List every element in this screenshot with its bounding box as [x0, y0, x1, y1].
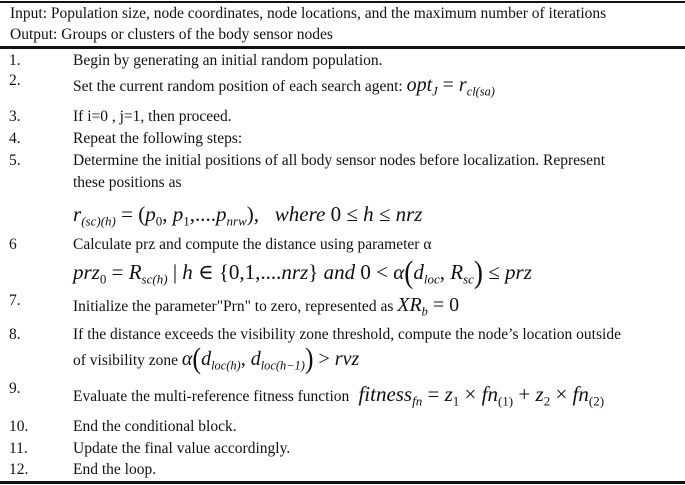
equation-opt: $opt_J = r_{cl(sa)}$: [406, 74, 495, 99]
step-text: Initialize the parameter"Prn" to zero, represented as $XR_b = 0$: [73, 294, 460, 319]
bottom-rule: [0, 481, 685, 484]
step-number: 7.: [9, 292, 21, 309]
input-label: Input:: [10, 5, 48, 22]
step-text: If the distance exceeds the visibility zone threshold, compute the node’s location outside: [73, 326, 621, 343]
equation-positions: $r_{(sc)(h)} = (p_0$, $p_1,....p_{nrw}$), where 0 ≤ h ≤ nrz: [73, 202, 423, 229]
step-text: If i=0 , j=1, then proceed.: [73, 108, 232, 125]
step-number: 6: [9, 236, 17, 253]
equation-visibility: $\alpha(d_{loc(h)}$, $d_{loc(h-1)}$) > rvz: [181, 341, 360, 376]
step-text: Begin by generating an initial random population.: [73, 52, 383, 69]
equation-fitness: fitness$_{fn}$ = $z_1 \times fn_{(1)} + z_2 \times fn_{(2)}$: [358, 382, 605, 409]
output-text: Groups or clusters of the body sensor nodes: [61, 26, 333, 43]
output-label: Output:: [10, 26, 58, 43]
step-number: 1.: [9, 52, 21, 69]
header-rule: [0, 46, 685, 49]
step-number: 2.: [9, 72, 21, 89]
step-text-continued: of visibility zone $\alpha(d_{loc(h)}$, $d_{loc(h-1)}$) > rvz: [73, 341, 360, 376]
step-number: 3.: [9, 108, 21, 125]
step-text: Repeat the following steps:: [73, 130, 243, 147]
input-text: Population size, node coordinates, node locations, and the maximum number of iterations: [50, 5, 607, 22]
output-line: [10, 26, 333, 44]
step-number: 5.: [9, 152, 21, 169]
equation-xrb: $XR_b = 0$: [397, 294, 460, 319]
step-text: End the loop.: [73, 461, 157, 478]
input-line: [10, 5, 606, 23]
step-number: 4.: [9, 130, 21, 147]
top-rule: [0, 1, 685, 3]
step-number: 11.: [9, 440, 28, 457]
step-text: Set the current random position of each search agent: $opt_J = r_{cl(sa)}$: [73, 74, 495, 99]
step-number: 8.: [9, 326, 21, 343]
step-number: 10.: [9, 418, 29, 435]
step-text: End the conditional block.: [73, 418, 237, 435]
step-number: 12.: [9, 461, 29, 478]
step-number: 9.: [9, 380, 21, 397]
step-text: Evaluate the multi-reference fitness function fitness$_{fn}$ = $z_1 \times fn_{(1)} + z_2 \times fn_{(2)}$: [73, 382, 605, 409]
step-text: Calculate prz and compute the distance using parameter α: [73, 236, 432, 253]
step-text-continued: these positions as: [73, 174, 182, 191]
step-text: Determine the initial positions of all body sensor nodes before localization. Represent: [73, 152, 606, 169]
step-text: Update the final value accordingly.: [73, 440, 291, 457]
equation-prz: $prz_0 = R_{sc(h)}$ | h ∈ {0,1,....nrz} and $0 < \alpha(d_{loc}$, $R_{sc}$) ≤ prz: [73, 254, 532, 290]
